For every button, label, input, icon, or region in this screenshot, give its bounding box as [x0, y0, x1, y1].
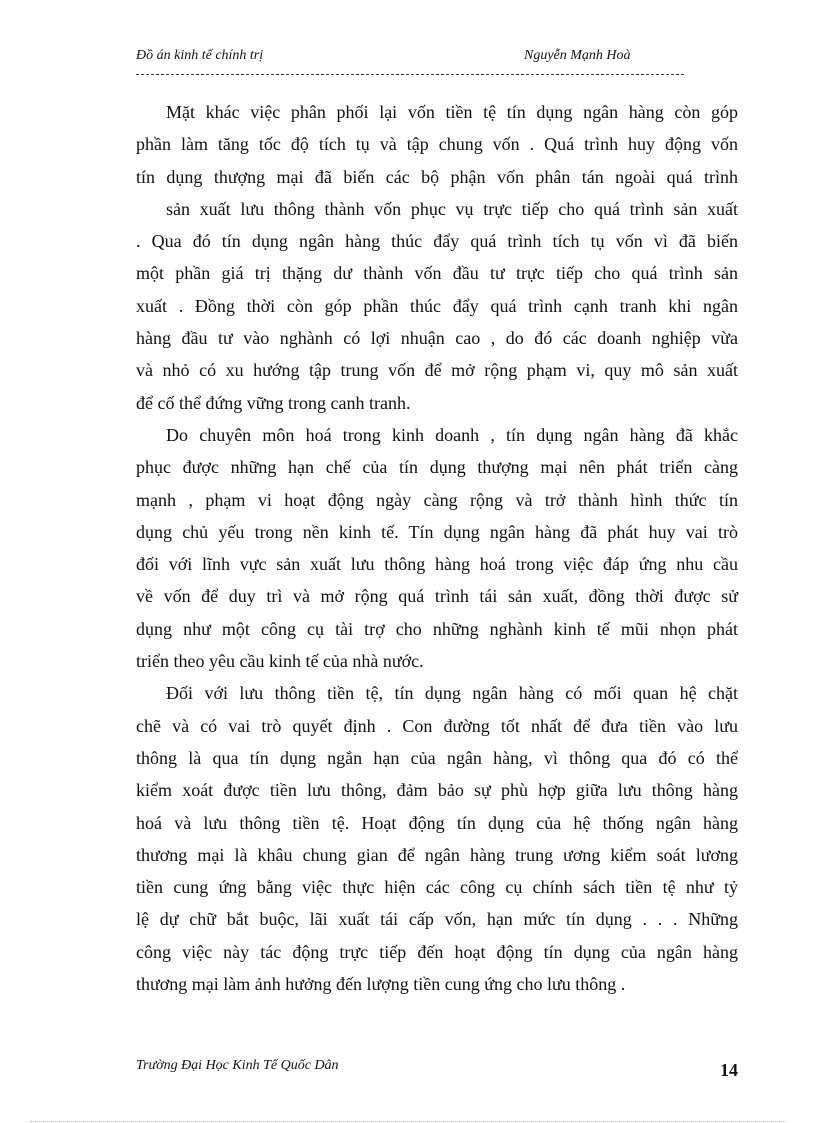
text-line: thông là qua tín dụng ngắn hạn của ngân hàng, vì thông qua đó có thể [136, 747, 738, 768]
text-line: hoá và lưu thông tiền tệ. Hoạt động tín dụng của hệ thống ngân hàng [136, 812, 738, 833]
text-line: phục được những hạn chế của tín dụng thượng mại nên phát triển càng [136, 457, 738, 478]
header-divider [136, 74, 684, 75]
text-line: hàng đầu tư vào nghành có lợi nhuận cao , do đó các doanh nghiệp vừa [136, 328, 738, 349]
header-author: Nguyễn Mạnh Hoà [524, 48, 631, 63]
text-line: . Qua đó tín dụng ngân hàng thúc đẩy quá trình tích tụ vốn vì đã biến [136, 231, 738, 252]
text-line: dụng chủ yếu trong nền kinh tế. Tín dụng ngân hàng đã phát huy vai trò [136, 521, 738, 542]
text-line: tín dụng thượng mại đã biến các bộ phận vốn phân tán ngoài quá trình [136, 166, 738, 187]
text-line: lệ dự chữ bắt buộc, lãi xuất tái cấp vốn, hạn mức tín dụng . . . Những [136, 909, 738, 930]
text-line: mạnh , phạm vi hoạt động ngày càng rộng và trở thành hình thức tín [136, 489, 738, 510]
header-title: Đồ án kinh tế chính trị [136, 48, 264, 63]
text-line: thương mại là khâu chung gian để ngân hàng trung ương kiểm soát lương [136, 844, 738, 865]
page-header [136, 48, 686, 68]
text-line: Mặt khác việc phân phối lại vốn tiền tệ tín dụng ngân hàng còn góp [166, 102, 738, 122]
text-line: một phần giá trị thặng dư thành vốn đầu tư trực tiếp cho quá trình sản [136, 263, 738, 284]
text-line: triển theo yêu cầu kinh tế của nhà nước. [136, 651, 424, 672]
text-line: để cố thể đứng vững trong canh tranh. [136, 392, 411, 413]
page-bottom-divider [30, 1121, 786, 1122]
text-line: và nhỏ có xu hướng tập trung vốn để mở rộng phạm vi, quy mô sản xuất [136, 360, 738, 381]
text-line: đối với lĩnh vực sản xuất lưu thông hàng hoá trong việc đáp ứng nhu cầu [136, 554, 738, 575]
text-line: Đối với lưu thông tiền tệ, tín dụng ngân hàng có mối quan hệ chặt [166, 683, 738, 704]
text-line: thương mại làm ảnh hưởng đến lượng tiền cung ứng cho lưu thông . [136, 974, 626, 995]
text-line: tiền cung ứng bằng việc thực hiện các công cụ chính sách tiền tệ như tỷ [136, 877, 738, 898]
body-text [136, 96, 738, 1000]
text-line: công việc này tác động trực tiếp đến hoạt động tín dụng của ngân hàng [136, 941, 738, 962]
text-line: về vốn để duy trì và mở rộng quá trình tái sản xuất, đồng thời được sử [136, 586, 738, 607]
text-line: phần làm tăng tốc độ tích tụ và tập chung vốn . Quá trình huy động vốn [136, 134, 738, 155]
text-line: kiểm xoát được tiền lưu thông, đảm bảo sự phù hợp giữa lưu thông hàng [136, 780, 738, 801]
text-line: chẽ và có vai trò quyết định . Con đường tốt nhất để đưa tiền vào lưu [136, 715, 738, 736]
page-number: 14 [720, 1060, 738, 1080]
text-line: sản xuất lưu thông thành vốn phục vụ trực tiếp cho quá trình sản xuất [166, 198, 738, 219]
footer-institution: Trường Đại Học Kinh Tế Quốc Dân [136, 1058, 339, 1073]
text-line: xuất . Đồng thời còn góp phần thúc đẩy quá trình cạnh tranh khi ngân [136, 295, 738, 316]
text-line: Do chuyên môn hoá trong kinh doanh , tín dụng ngân hàng đã khắc [166, 424, 738, 445]
page-footer [136, 1058, 738, 1082]
text-line: dụng như một công cụ tài trợ cho những nghành kinh tế mũi nhọn phát [136, 618, 738, 639]
